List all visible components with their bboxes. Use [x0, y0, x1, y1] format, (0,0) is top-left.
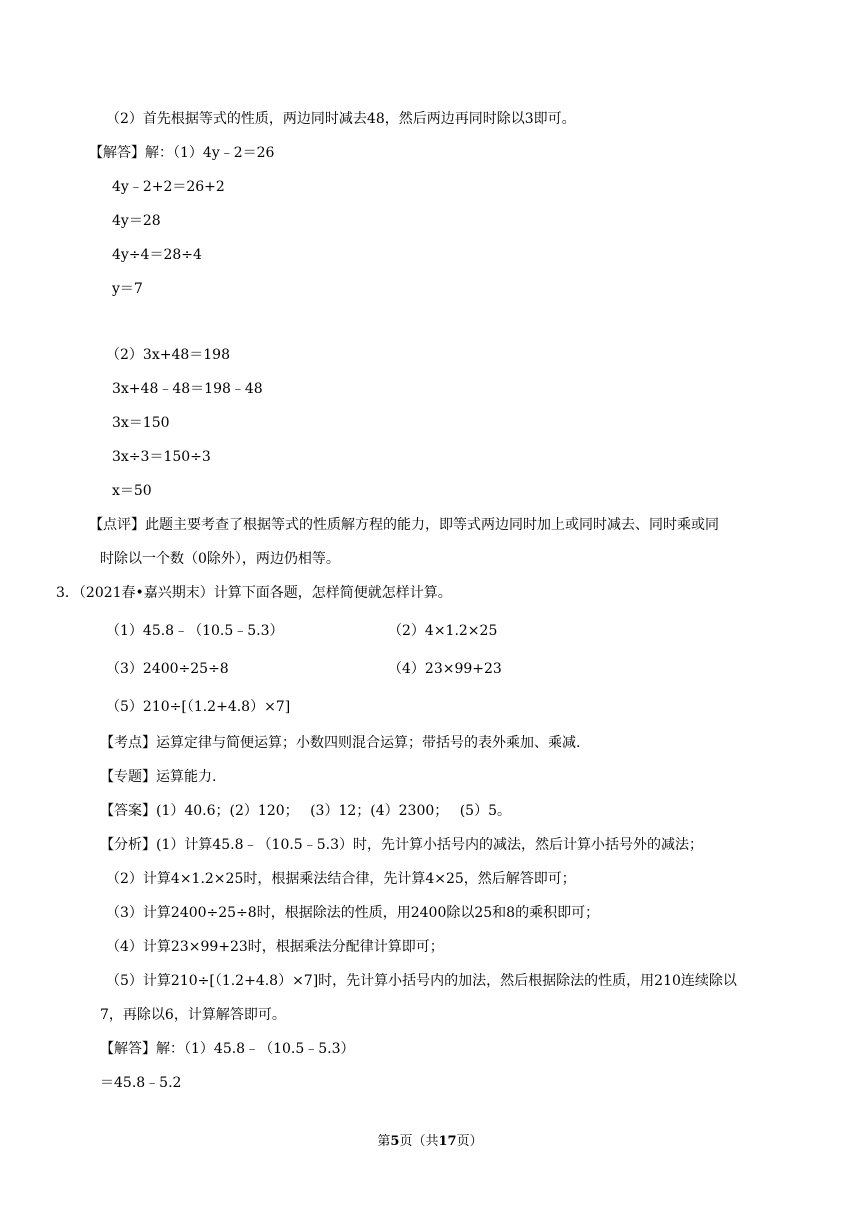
analysis-line-6: 7，再除以6，计算解答即可。	[100, 1007, 286, 1023]
comment-line-2: 时除以一个数（0除外），两边仍相等。	[100, 551, 340, 567]
eq2-step-1: 3x+48﹣48＝198﹣48	[112, 381, 263, 397]
q3-item-4: （4）23×99+23	[388, 661, 502, 677]
eq2-step-2: 3x＝150	[112, 415, 170, 431]
total-pages-number: 17	[438, 1134, 457, 1149]
footer-prefix: 第	[377, 1134, 391, 1149]
eq1-step-1: 4y﹣2+2＝26+2	[112, 179, 225, 195]
solution-heading-1: 【解答】解：（1）4y﹣2＝26	[89, 145, 275, 161]
footer-mid: 页（共	[399, 1134, 439, 1149]
kaodian-line: 【考点】运算定律与简便运算；小数四则混合运算；带括号的表外乘加、乘减.	[100, 735, 581, 751]
solution-heading-3: 【解答】解：（1）45.8﹣（10.5﹣5.3）	[100, 1041, 355, 1057]
zhuanti-line: 【专题】运算能力.	[100, 769, 217, 785]
eq1-step-4: y＝7	[112, 281, 143, 297]
solution-step-1: ＝45.8﹣5.2	[100, 1075, 182, 1091]
footer-suffix: 页）	[456, 1134, 483, 1149]
page-footer	[0, 1130, 860, 1149]
analysis-line-4: （4）计算23×99+23时，根据乘法分配律计算即可；	[106, 939, 444, 955]
current-page-number: 5	[390, 1134, 400, 1149]
analysis-line-2: （2）计算4×1.2×25时，根据乘法结合律，先计算4×25，然后解答即可；	[106, 871, 576, 887]
eq2-heading: （2）3x+48＝198	[106, 347, 230, 363]
analysis-line-1: 【分析】(1）计算45.8﹣（10.5﹣5.3）时，先计算小括号内的减法，然后计算小括号外的减法；	[100, 837, 703, 853]
q3-item-5: （5）210÷[（1.2+4.8）×7]	[106, 699, 291, 715]
eq2-step-4: x＝50	[112, 483, 152, 499]
question-3-title: 3．（2021春•嘉兴期末）计算下面各题，怎样简便就怎样计算。	[56, 585, 452, 601]
q3-item-2: （2）4×1.2×25	[388, 623, 498, 639]
eq2-step-3: 3x÷3＝150÷3	[112, 449, 211, 465]
q3-item-1: （1）45.8﹣（10.5﹣5.3）	[106, 623, 284, 639]
analysis-line-3: （3）计算2400÷25÷8时，根据除法的性质，用2400除以25和8的乘积即可；	[106, 905, 600, 921]
eq1-step-2: 4y＝28	[112, 213, 161, 229]
analysis-part2: （2）首先根据等式的性质，两边同时减去48，然后两边再同时除以3即可。	[106, 111, 576, 127]
q3-item-3: （3）2400÷25÷8	[106, 661, 229, 677]
analysis-line-5: （5）计算210÷[（1.2+4.8）×7]时，先计算小括号内的加法，然后根据除法的性质，用210连续除以	[106, 973, 737, 989]
eq1-step-3: 4y÷4＝28÷4	[112, 247, 202, 263]
answer-line: 【答案】(1）40.6；(2）120； (3）12；(4）2300； (5）5。	[100, 803, 511, 819]
comment-line-1: 【点评】此题主要考查了根据等式的性质解方程的能力，即等式两边同时加上或同时减去、同时乘或同	[89, 517, 719, 533]
